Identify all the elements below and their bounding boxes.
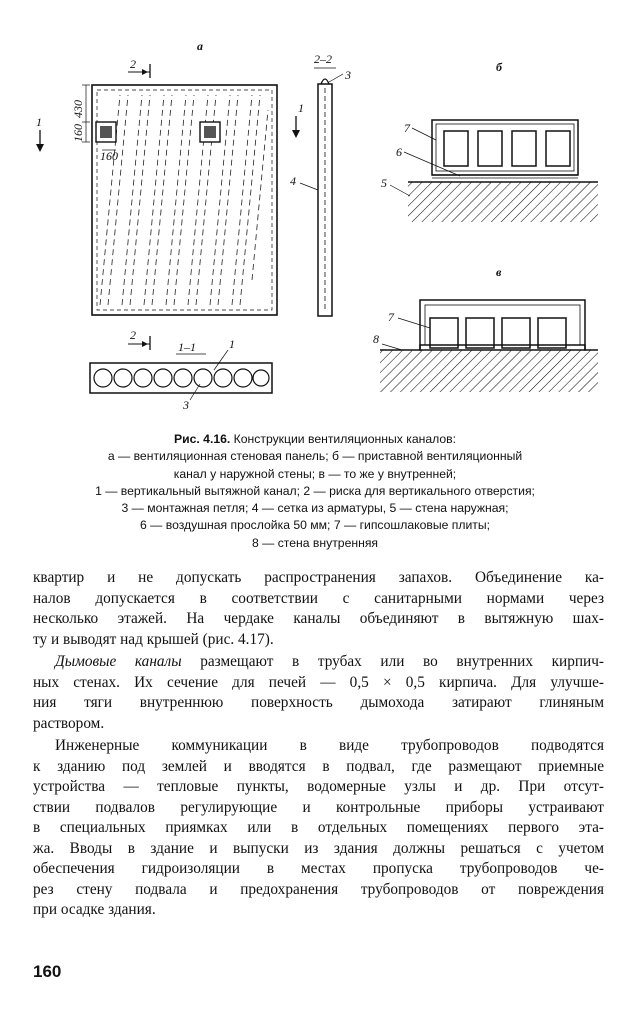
label-item-7-v: 7 xyxy=(388,310,394,324)
label-arrow-2-bottom: 2 xyxy=(130,328,136,342)
label-item-3-section: 3 xyxy=(183,398,189,412)
label-item-4: 4 xyxy=(290,174,296,188)
text-line: устройства — тепловые пункты, водомерные узлы и др. При отсут- xyxy=(33,778,604,795)
text-span: размещают в трубах или во внутренних кирпич- xyxy=(181,653,604,670)
label-b: б xyxy=(496,60,502,74)
text-line: обеспечения гидроизоляции в местах пропуска трубопроводов че- xyxy=(33,860,604,877)
detail-v-internal-wall-duct xyxy=(380,300,598,392)
text-line: Инженерные коммуникации в виде трубопроводов подводятся xyxy=(55,737,604,754)
text-line xyxy=(33,652,604,673)
label-section-1-1: 1–1 xyxy=(178,340,196,354)
term-smoke-channels: Дымовые каналы xyxy=(55,653,182,670)
text-line: ния тяги внутреннюю поверхность дымохода затирают глиняным xyxy=(33,694,604,711)
caption-line: канал у наружной стены; в — то же у внутренней; xyxy=(173,466,457,481)
caption-line: а — вентиляционная стеновая панель; б — приставной вентиляционный xyxy=(107,449,523,464)
caption-figure-title: Конструкции вентиляционных каналов: xyxy=(230,432,456,446)
label-dim-160-horizontal: 160 xyxy=(100,149,118,163)
caption-title-line xyxy=(30,431,600,448)
caption-line: 6 — воздушная прослойка 50 мм; 7 — гипсошлаковые плиты; xyxy=(140,518,490,533)
section-1-1-plan xyxy=(90,350,272,400)
label-item-6: 6 xyxy=(396,145,402,159)
text-line: ных стенах. Их сечение для печей — 0,5 × 0,5 кирпича. Для улучше- xyxy=(33,673,604,691)
label-section-2-2: 2–2 xyxy=(314,52,332,66)
body-text xyxy=(33,568,604,921)
label-arrow-2-top: 2 xyxy=(130,57,136,71)
detail-b-external-wall-duct xyxy=(390,120,598,222)
label-item-3-side: 3 xyxy=(345,68,351,82)
text-line: ту и выводят над крышей (рис. 4.17). xyxy=(33,630,274,648)
text-line: несколько этажей. На чердаке каналы объединяют в вытяжную шах- xyxy=(33,610,604,627)
ventilation-ducts-figure xyxy=(0,0,629,430)
label-a: а xyxy=(197,39,203,53)
label-item-8: 8 xyxy=(373,332,379,346)
text-line: в специальных приямках или в отдельных помещениях первого эта- xyxy=(33,819,604,836)
label-item-7-b: 7 xyxy=(404,121,410,135)
caption-line: 1 — вертикальный вытяжной канал; 2 — риска для вертикального отверстия; xyxy=(95,483,535,498)
label-arrow-1-right: 1 xyxy=(298,101,304,115)
text-line: рез стену подвала и предохранения трубопроводов от повреждения xyxy=(33,880,604,898)
page-number: 160 xyxy=(33,962,62,981)
text-line: к зданию под землей и вводятся в подвал, где размещают приемные xyxy=(33,757,604,775)
paragraph-engineering-utilities xyxy=(33,736,604,921)
label-v: в xyxy=(496,265,502,279)
caption-line: 8 — стена внутренняя xyxy=(251,535,379,550)
paragraph-ventilation-merge xyxy=(33,568,604,650)
text-line: при осадке здания. xyxy=(33,901,156,918)
label-item-1: 1 xyxy=(229,337,235,351)
text-line: раствором. xyxy=(33,714,105,732)
label-dim-160-vertical: 160 xyxy=(71,124,85,142)
text-line: ствии подвалов регулирующие и контрольные приборы устраивают xyxy=(33,798,604,816)
label-arrow-1-left: 1 xyxy=(36,115,42,129)
caption-figure-number: Рис. 4.16. xyxy=(174,432,231,446)
text-line: квартир и не допускать распространения запахов. Объединение ка- xyxy=(33,569,604,586)
paragraph-smoke-channels xyxy=(33,652,604,734)
caption-line: 3 — монтажная петля; 4 — сетка из арматуры, 5 — стена наружная; xyxy=(121,501,509,516)
label-item-5: 5 xyxy=(381,176,387,190)
section-2-2-side-view xyxy=(300,68,343,316)
text-line: налов допускается в соответствии с санитарными нормами через xyxy=(33,589,604,607)
figure-caption xyxy=(30,431,600,552)
text-line: жа. Вводы в здание и выпуски из здания должны решаться с учетом xyxy=(33,839,604,857)
label-dim-430: 430 xyxy=(71,100,85,118)
